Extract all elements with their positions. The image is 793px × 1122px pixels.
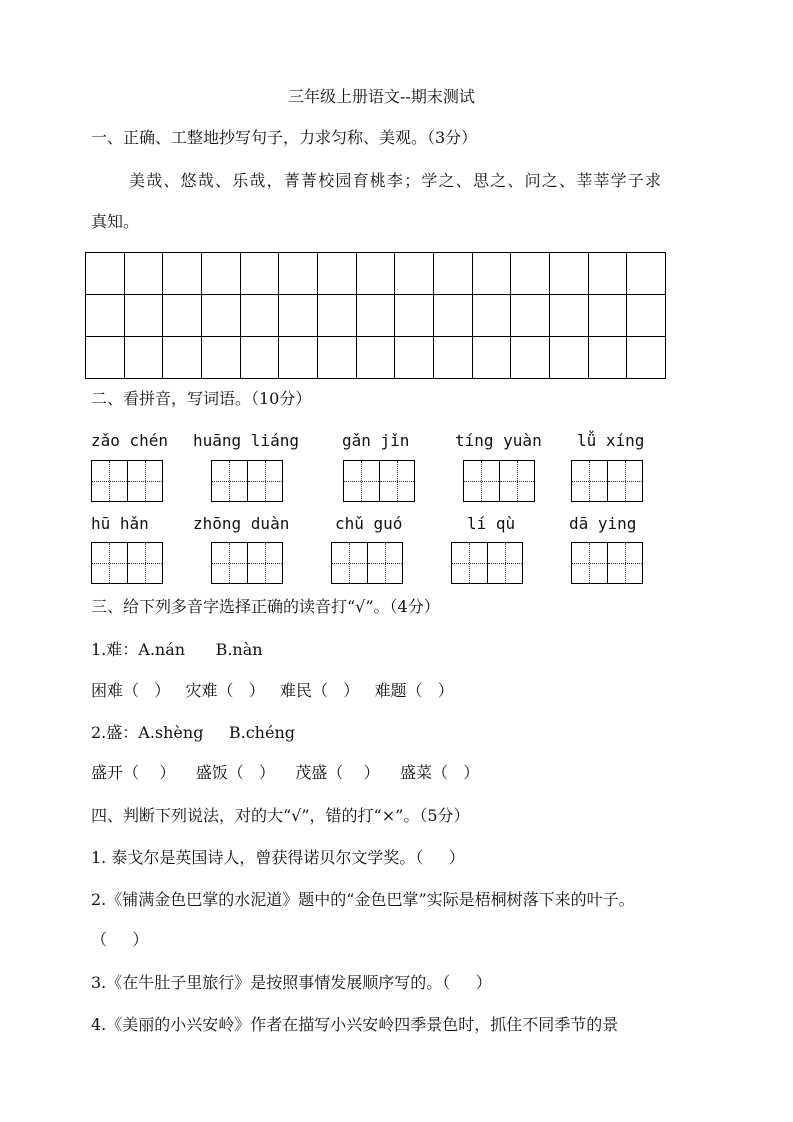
grid-cell[interactable] [511, 337, 550, 379]
grid-cell[interactable] [201, 295, 240, 337]
grid-cell[interactable] [511, 295, 550, 337]
grid-cell[interactable] [317, 337, 356, 379]
grid-row [86, 253, 666, 295]
grid-cell[interactable] [395, 295, 434, 337]
question-3-2-items[interactable]: 盛开（ ） 盛饭（ ） 茂盛（ ） 盛菜（ ） [91, 763, 480, 782]
grid-cell[interactable] [549, 253, 588, 295]
copy-text-line2: 真知。 [91, 212, 140, 231]
grid-cell[interactable] [279, 337, 318, 379]
section-1-heading: 一、正确、工整地抄写句子，力求匀称、美观。（3分） [91, 128, 478, 147]
grid-cell[interactable] [627, 253, 666, 295]
grid-cell[interactable] [317, 253, 356, 295]
grid-cell[interactable] [201, 337, 240, 379]
grid-cell[interactable] [240, 295, 279, 337]
grid-cell[interactable] [511, 253, 550, 295]
grid-cell[interactable] [549, 337, 588, 379]
grid-cell[interactable] [279, 253, 318, 295]
grid-cell[interactable] [240, 337, 279, 379]
grid-cell[interactable] [279, 295, 318, 337]
grid-cell[interactable] [124, 295, 163, 337]
grid-cell[interactable] [163, 295, 202, 337]
page-title: 三年级上册语文--期末测试 [288, 87, 475, 106]
tianzige-box[interactable] [463, 460, 535, 502]
pinyin-label: chǔ guó [335, 514, 403, 533]
question-4-4: 4.《美丽的小兴安岭》作者在描写小兴安岭四季景色时，抓住不同季节的景 [91, 1015, 619, 1034]
grid-cell[interactable] [588, 253, 627, 295]
grid-cell[interactable] [433, 295, 472, 337]
grid-cell[interactable] [163, 337, 202, 379]
grid-cell[interactable] [356, 253, 395, 295]
copy-text-line1: 美哉、悠哉、乐哉，菁菁校园育桃李；学之、思之、问之、莘莘学子求 [129, 171, 663, 190]
tianzige-box[interactable] [571, 542, 643, 584]
pinyin-label: dā ying [569, 514, 637, 533]
grid-cell[interactable] [395, 253, 434, 295]
grid-cell[interactable] [549, 295, 588, 337]
grid-cell[interactable] [472, 253, 511, 295]
question-4-2-answer[interactable]: （ ） [91, 930, 149, 949]
question-4-2: 2.《铺满金色巴掌的水泥道》题中的“金色巴掌”实际是梧桐树落下来的叶子。 [91, 890, 635, 909]
grid-cell[interactable] [124, 337, 163, 379]
grid-cell[interactable] [472, 295, 511, 337]
grid-cell[interactable] [86, 253, 125, 295]
grid-cell[interactable] [433, 253, 472, 295]
grid-cell[interactable] [124, 253, 163, 295]
pinyin-label: gǎn jǐn [342, 431, 410, 450]
grid-cell[interactable] [627, 295, 666, 337]
grid-cell[interactable] [163, 253, 202, 295]
tianzige-box[interactable] [91, 460, 163, 502]
section-4-heading: 四、判断下列说法，对的大“√”，错的打“×”。（5分） [91, 806, 470, 825]
writing-grid[interactable] [85, 252, 666, 379]
question-3-1: 1.难：A.nán B.nàn [91, 640, 263, 659]
pinyin-label: zǎo chén [91, 431, 169, 450]
pinyin-label: zhōng duàn [193, 514, 290, 533]
tianzige-box[interactable] [343, 460, 415, 502]
grid-cell[interactable] [356, 295, 395, 337]
pinyin-label: huāng liáng [193, 431, 299, 450]
tianzige-box[interactable] [211, 542, 283, 584]
tianzige-box[interactable] [571, 460, 643, 502]
grid-row [86, 295, 666, 337]
question-4-3[interactable]: 3.《在牛肚子里旅行》是按照事情发展顺序写的。（ ） [91, 973, 492, 992]
grid-cell[interactable] [201, 253, 240, 295]
grid-cell[interactable] [317, 295, 356, 337]
pinyin-label: hū hǎn [91, 514, 149, 533]
grid-cell[interactable] [433, 337, 472, 379]
grid-cell[interactable] [588, 295, 627, 337]
question-3-1-items[interactable]: 困难（ ） 灾难（ ） 难民（ ） 难题（ ） [91, 681, 454, 700]
tianzige-box[interactable] [331, 542, 403, 584]
grid-cell[interactable] [472, 337, 511, 379]
pinyin-label: lí qù [467, 514, 516, 533]
pinyin-label: tíng yuàn [455, 431, 542, 450]
grid-cell[interactable] [240, 253, 279, 295]
grid-cell[interactable] [588, 337, 627, 379]
section-3-heading: 三、给下列多音字选择正确的读音打“√”。（4分） [91, 597, 440, 616]
tianzige-box[interactable] [91, 542, 163, 584]
grid-cell[interactable] [86, 295, 125, 337]
question-4-1[interactable]: 1. 泰戈尔是英国诗人，曾获得诺贝尔文学奖。（ ） [91, 848, 465, 867]
pinyin-label: lǚ xíng [577, 431, 645, 450]
grid-cell[interactable] [86, 337, 125, 379]
question-3-2: 2.盛：A.shèng B.chéng [91, 723, 295, 742]
grid-cell[interactable] [356, 337, 395, 379]
grid-row [86, 337, 666, 379]
grid-cell[interactable] [627, 337, 666, 379]
tianzige-box[interactable] [451, 542, 523, 584]
section-2-heading: 二、看拼音，写词语。（10分） [91, 389, 312, 408]
grid-cell[interactable] [395, 337, 434, 379]
tianzige-box[interactable] [211, 460, 283, 502]
